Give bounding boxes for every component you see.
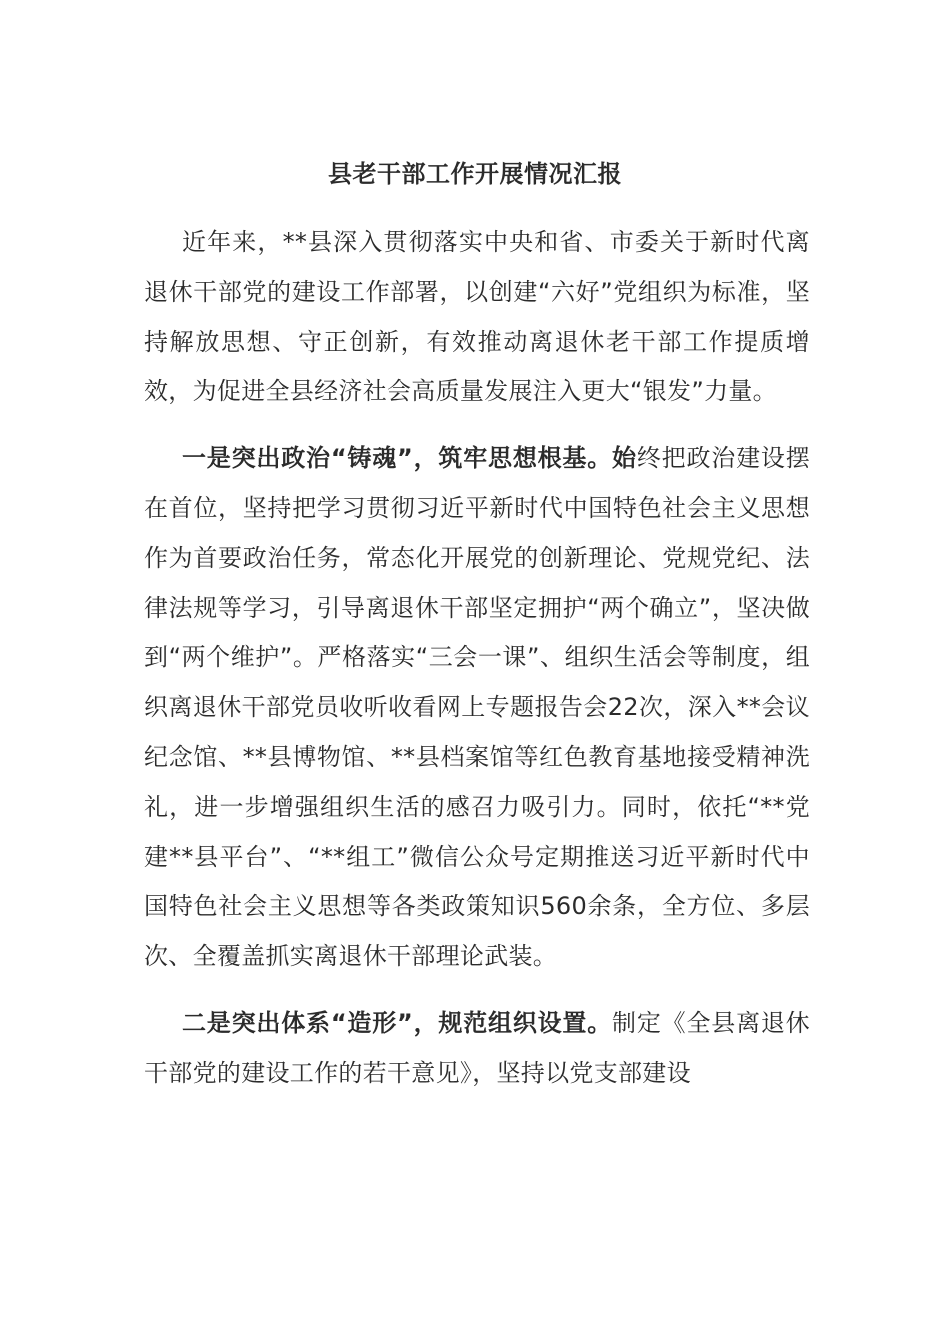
paragraph-point-two [144,999,810,1099]
document-body [144,218,810,1116]
paragraph-text: 终把政治建设摆在首位，坚持把学习贯彻习近平新时代中国特色社会主义思想作为首要政治任务，常态化开展党的创新理论、党规党纪、法律法规等学习，引导离退休干部坚定拥护“两个确立”，坚决做到“两个维护”。严格落实“三会一课”、组织生活会等制度，组织离退休干部党员收听收看网上专题报告会22次，深入**会议纪念馆、**县博物馆、**县档案馆等红色教育基地接受精神洗礼，进一步增强组织生活的感召力吸引力。同时，依托“**党建**县平台”、“**组工”微信公众号定期推送习近平新时代中国特色社会主义思想等各类政策知识560余条，全方位、多层次、全覆盖抓实离退休干部理论武装。 [144,444,810,971]
paragraph-lead: 二是突出体系“造形”，规范组织设置。 [182,1008,613,1037]
paragraph-text: 制定《全县离退休干部党的建设工作的若干意见》，坚持以党支部建设 [144,1008,810,1087]
paragraph-text: 近年来，**县深入贯彻落实中央和省、市委关于新时代离退休干部党的建设工作部署，以创建“六好”党组织为标准，坚持解放思想、守正创新，有效推动离退休老干部工作提质增效，为促进全县经济社会高质量发展注入更大“银发”力量。 [144,228,810,406]
paragraph-intro [144,218,810,417]
paragraph-point-one [144,434,810,982]
paragraph-lead: 一是突出政治“铸魂”，筑牢思想根基。始 [182,444,637,473]
document-title: 县老干部工作开展情况汇报 [328,160,622,188]
